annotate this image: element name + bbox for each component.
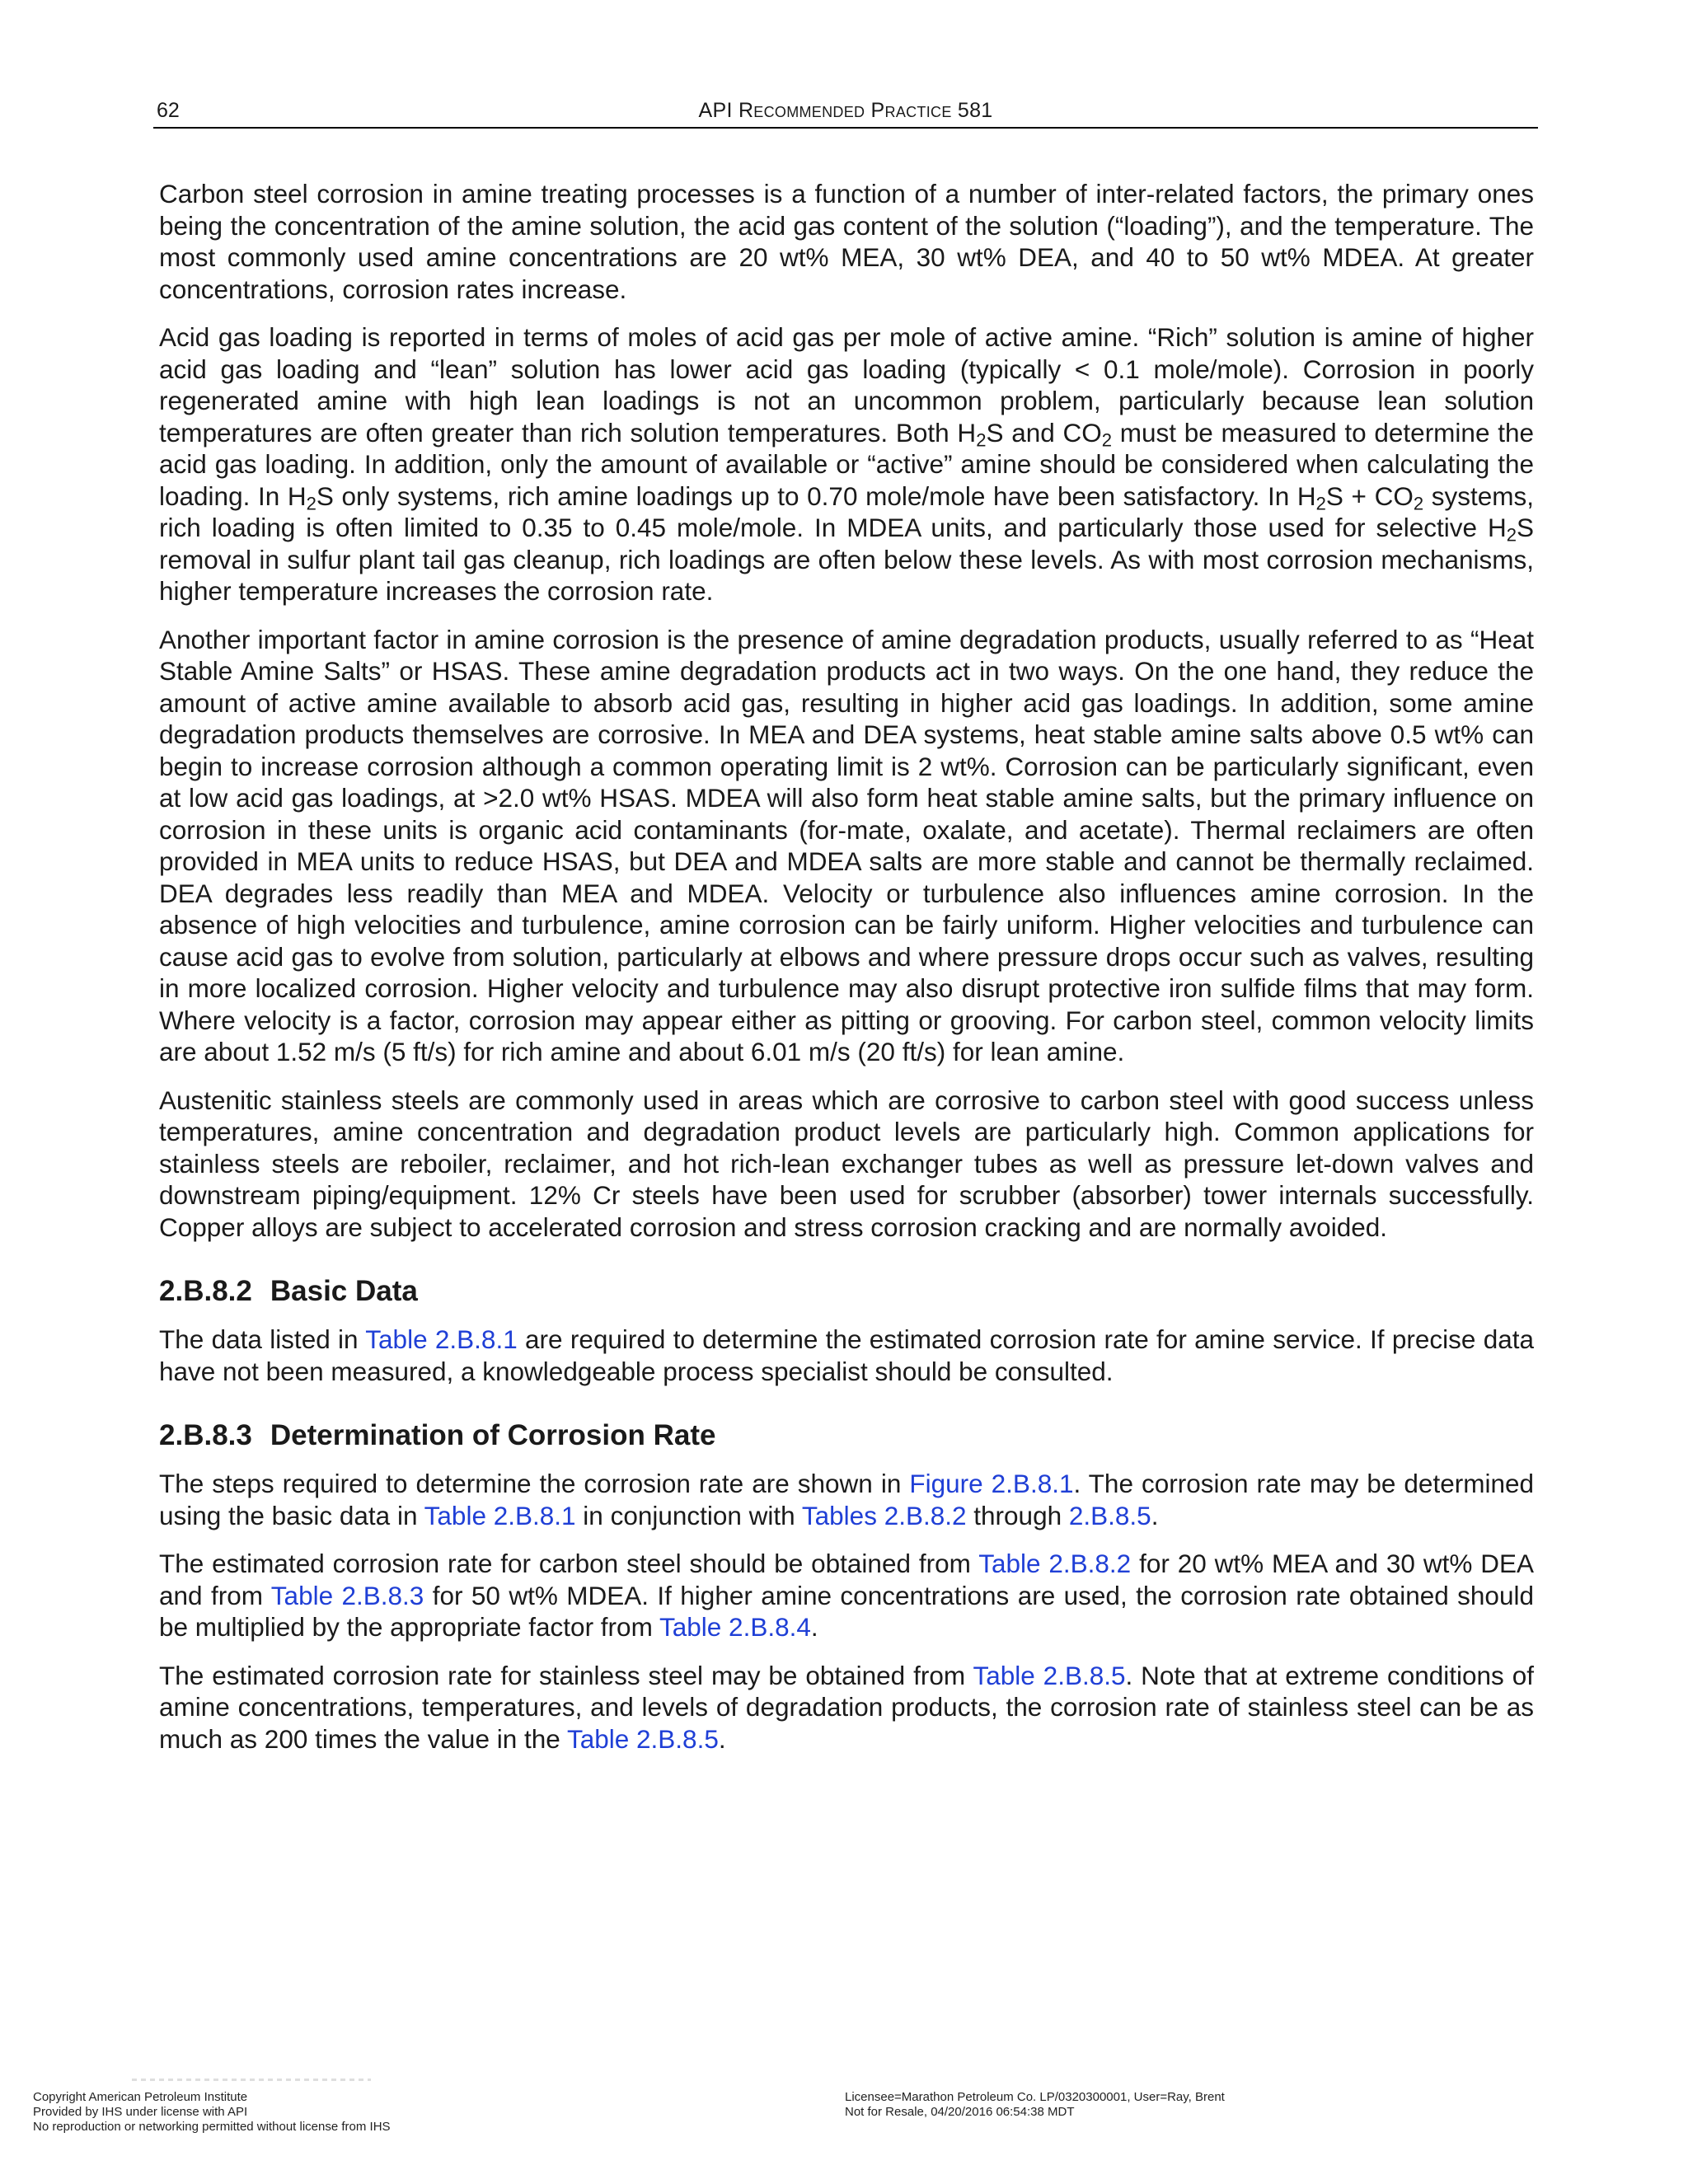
page-number: 62 <box>157 99 180 122</box>
page-header <box>153 96 1538 129</box>
footer-license: Licensee=Marathon Petroleum Co. LP/0320300001, User=Ray, Brent Not for Resale, 04/20/2016 06:54:38 MDT <box>845 2090 1225 2119</box>
link-table-2b85[interactable]: Table 2.B.8.5 <box>973 1660 1126 1690</box>
page-content <box>159 178 1534 1771</box>
link-tables-2b82[interactable]: Tables 2.B.8.2 <box>801 1500 967 1530</box>
running-title: API Recommended Practice 581 <box>698 99 993 122</box>
link-table-2b82[interactable]: Table 2.B.8.2 <box>978 1549 1132 1578</box>
link-table-2b81[interactable]: Table 2.B.8.1 <box>424 1500 576 1530</box>
link-figure-2b81[interactable]: Figure 2.B.8.1 <box>909 1469 1074 1498</box>
section-heading-corrosion-rate: 2.B.8.3 Determination of Corrosion Rate <box>159 1419 716 1451</box>
paragraph-heat-stable-salts: Another important factor in amine corrosion is the presence of amine degradation products, usually referred to as “Heat Stable Amine Salts” or HSAS. These amine degradation products act in two ways. On the one hand, they reduce the amount of active amine available to absorb acid gas, resulting in higher acid gas loadings. In addition, some amine degradation products themselves are corrosive. In MEA and DEA systems, heat stable amine salts above 0.5 wt% can begin to increase corrosion although a common operating limit is 2 wt%. Corrosion can be particularly significant, even at low acid gas loadings, at >2.0 wt% HSAS. MDEA will also form heat stable amine salts, but the primary influence on corrosion in these units is organic acid contaminants (for-mate, oxalate, and acetate). Thermal reclaimers are often provided in MEA units to reduce HSAS, but DEA and MDEA salts are more stable and cannot be thermally reclaimed. DEA degrades less readily than MEA and MDEA. Velocity or turbulence also influences amine corrosion. In the absence of high velocities and turbulence, amine corrosion can be fairly uniform. Higher velocities and turbulence can cause acid gas to evolve from solution, particularly at elbows and where pressure drops occur such as valves, resulting in more localized corrosion. Higher velocity and turbulence may also disrupt protective iron sulfide films that may form. Where velocity is a factor, corrosion may appear either as pitting or grooving. For carbon steel, common velocity limits are about 1.52 m/s (5 ft/s) for rich amine and about 6.01 m/s (20 ft/s) for lean amine. <box>159 624 1534 1066</box>
faint-watermark-line <box>132 2079 371 2081</box>
link-table-2b83[interactable]: Table 2.B.8.3 <box>270 1580 424 1610</box>
link-table-2b85[interactable]: Table 2.B.8.5 <box>566 1723 719 1754</box>
link-table-2b84[interactable]: Table 2.B.8.4 <box>659 1612 811 1642</box>
paragraph-steps: The steps required to determine the corrosion rate are shown in Figure 2.B.8.1. The corrosion rate may be determined using the basic data in Table 2.B.8.1 in conjunction with Tables 2.B.8.2 through 2.B.8.5. <box>159 1469 1534 1530</box>
link-2b85[interactable]: 2.B.8.5 <box>1068 1500 1151 1530</box>
paragraph-basic-data: The data listed in Table 2.B.8.1 are required to determine the estimated corrosion rate for amine service. If precise data have not been measured, a knowledgeable process specialist should be consulted. <box>159 1324 1535 1386</box>
paragraph-carbon-steel-rate: The estimated corrosion rate for carbon steel should be obtained from Table 2.B.8.2 for 20 wt% MEA and 30 wt% DEA and from Table 2.B.8.3 for 50 wt% MDEA. If higher amine concentrations are used, the corrosion rate obtained should be multiplied by the appropriate factor from Table 2.B.8.4. <box>159 1549 1534 1642</box>
paragraph-stainless-rate: The estimated corrosion rate for stainless steel may be obtained from Table 2.B.8.5. Note that at extreme conditions of amine concentrations, temperatures, and levels of degradation products, the corrosion rate of stainless steel can be as much as 200 times the value in the Table 2.B.8.5. <box>159 1660 1534 1754</box>
link-table-2b81[interactable]: Table 2.B.8.1 <box>365 1324 518 1354</box>
section-heading-basic-data: 2.B.8.2 Basic Data <box>159 1275 418 1307</box>
paragraph-stainless-steels: Austenitic stainless steels are commonly used in areas which are corrosive to carbon steel with good success unless temperatures, amine concentration and degradation product levels are particularly high. Common applications for stainless steels are reboiler, reclaimer, and hot rich-lean exchanger tubes as well as pressure let-down valves and downstream piping/equipment. 12% Cr steels have been used for scrubber (absorber) tower internals successfully. Copper alloys are subject to accelerated corrosion and stress corrosion cracking and are normally avoided. <box>159 1085 1534 1242</box>
footer-copyright: Copyright American Petroleum Institute Provided by IHS under license with API No reproduction or networking permitted without license from IHS <box>33 2090 391 2134</box>
paragraph-acid-gas-loading: Acid gas loading is reported in terms of moles of acid gas per mole of active amine. “Rich” solution is amine of higher acid gas loading and “lean” solution has lower acid gas loading (typically < 0.1 mole/mole). Corrosion in poorly regenerated amine with high lean loadings is not an uncommon problem, particularly because lean solution temperatures are often greater than rich solution temperatures. Both $H_2S$ and $CO_2$ must be measured to determine the acid gas loading. In addition, only the amount of available or “active” amine should be considered when calculating the loading. In $H_2S$ only systems, rich amine loadings up to 0.70 mole/mole have been satisfactory. In $H_2S + CO_2$ systems, rich loading is often limited to 0.35 to 0.45 mole/mole. In MDEA units, and particularly those used for selective $H_2S$ removal in sulfur plant tail gas cleanup, rich loadings are often below these levels. As with most corrosion mechanisms, higher temperature increases the corrosion rate. <box>159 322 1534 606</box>
paragraph-amine-factors: Carbon steel corrosion in amine treating processes is a function of a number of inter-related factors, the primary ones being the concentration of the amine solution, the acid gas content of the solution (“loading”), and the temperature. The most commonly used amine concentrations are 20 wt% MEA, 30 wt% DEA, and 40 to 50 wt% MDEA. At greater concentrations, corrosion rates increase. <box>159 179 1534 304</box>
